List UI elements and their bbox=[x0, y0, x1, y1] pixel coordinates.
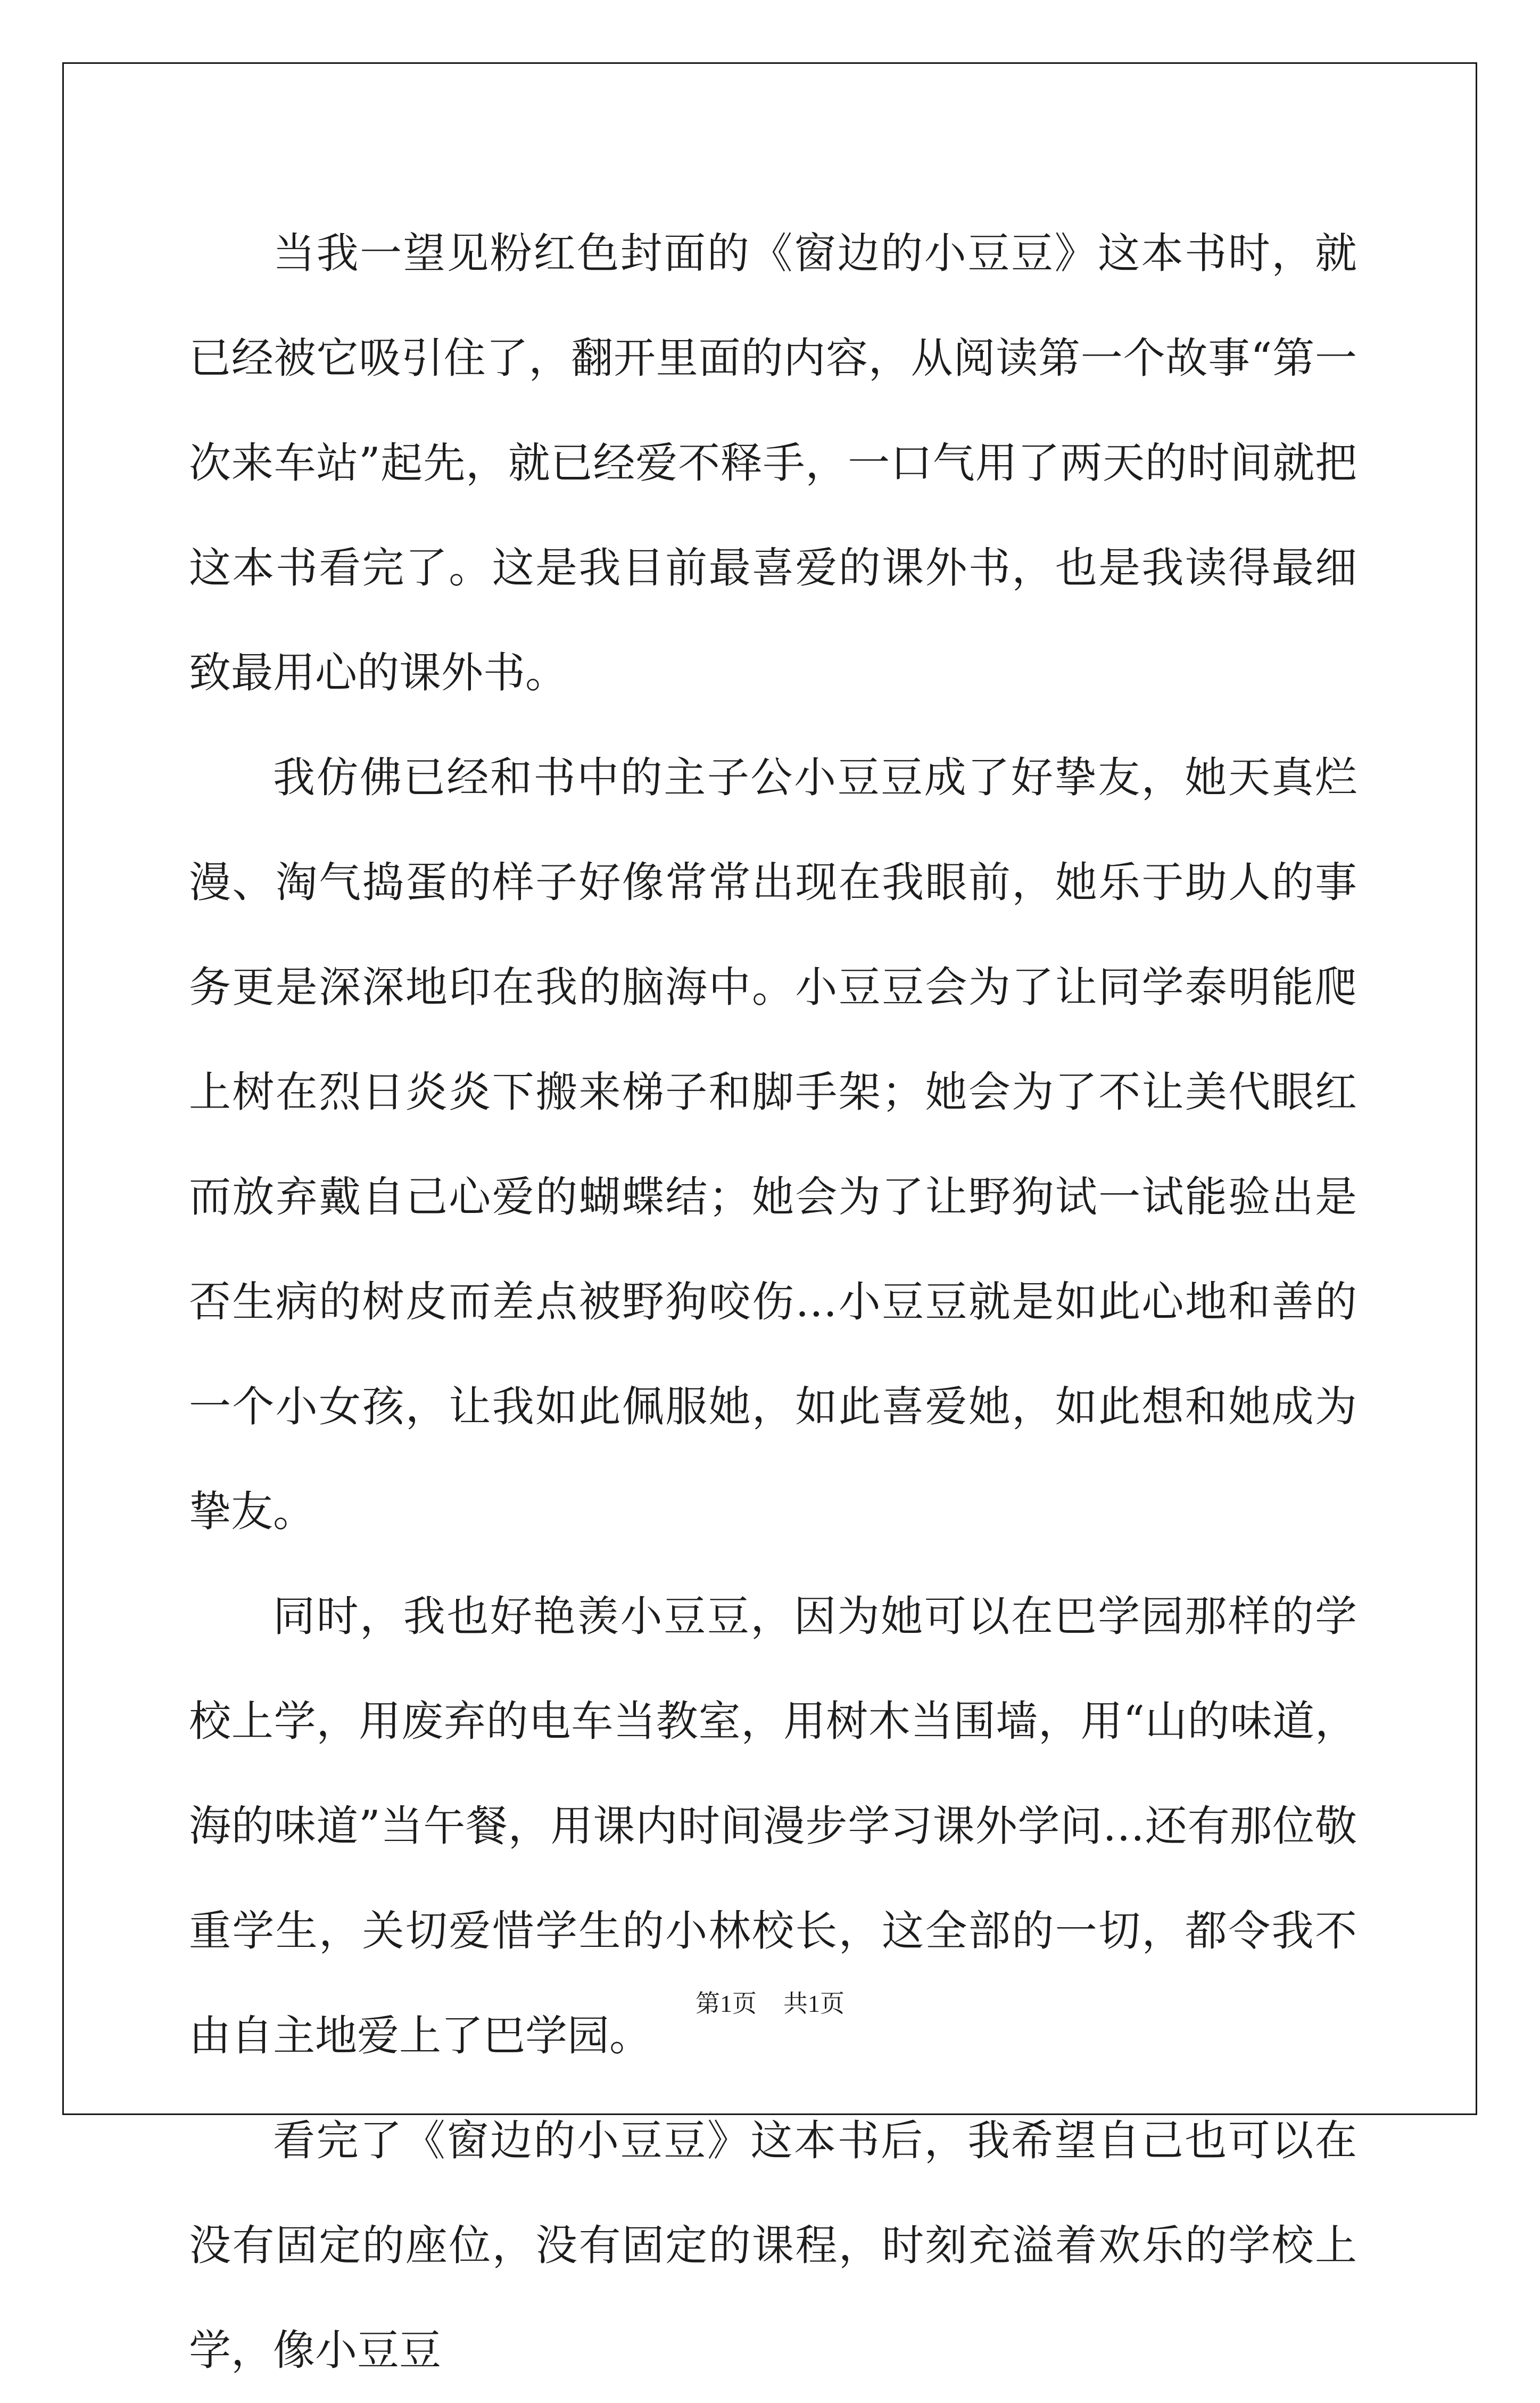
paragraph: 我仿佛已经和书中的主子公小豆豆成了好挚友，她天真烂漫、淘气捣蛋的样子好像常常出现在我眼前，她乐于助人的事务更是深深地印在我的脑海中。小豆豆会为了让同学泰明能爬上树在烈日炎炎下搬来梯子和脚手架；她会为了不让美代眼红而放弃戴自己心爱的蝴蝶结；她会为了让野狗试一试能验出是否生病的树皮而差点被野狗咬伤…小豆豆就是如此心地和善的一个小女孩，让我如此佩服她，如此喜爱她，如此想和她成为挚友。 bbox=[189, 753, 1357, 1536]
paragraph: 看完了《窗边的小豆豆》这本书后，我希望自己也可以在没有固定的座位，没有固定的课程，时刻充溢着欢乐的学校上学，像小豆豆 bbox=[189, 2116, 1357, 2375]
document-body bbox=[189, 201, 1357, 2403]
paragraph: 同时，我也好艳羡小豆豆，因为她可以在巴学园那样的学校上学，用废弃的电车当教室，用树木当围墙，用“山的味道，海的味道”当午餐，用课内时间漫步学习课外学问…还有那位敬重学生，关切爱惜学生的小林校长，这全部的一切，都令我不由自主地爱上了巴学园。 bbox=[189, 1592, 1357, 2060]
page-number: 第1页 bbox=[696, 1990, 757, 2017]
page-footer bbox=[0, 1988, 1540, 2020]
page-total: 共1页 bbox=[783, 1990, 844, 2017]
paragraph: 当我一望见粉红色封面的《窗边的小豆豆》这本书时，就已经被它吸引住了，翻开里面的内容，从阅读第一个故事“第一次来车站”起先，就已经爱不释手，一口气用了两天的时间就把这本书看完了。这是我目前最喜爱的课外书，也是我读得最细致最用心的课外书。 bbox=[189, 229, 1357, 697]
